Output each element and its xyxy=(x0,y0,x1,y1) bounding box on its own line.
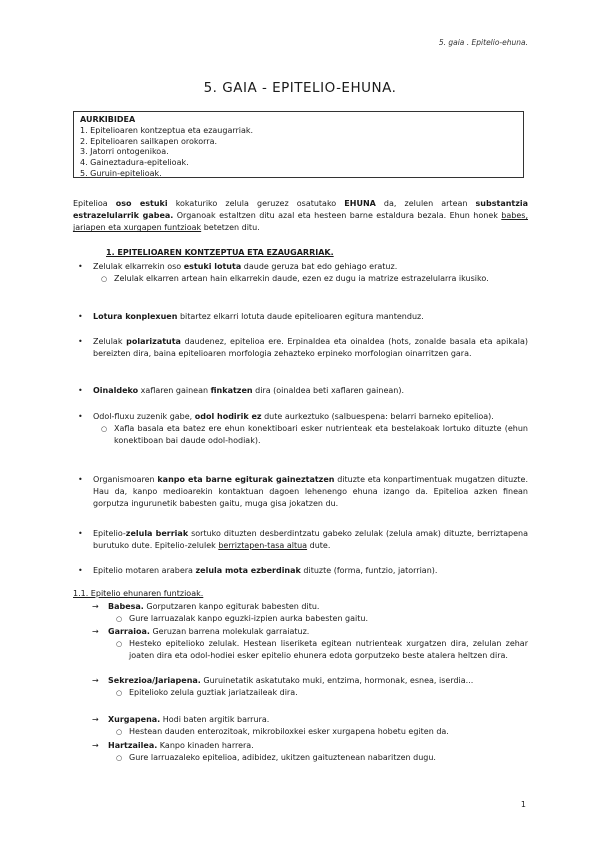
circle-bullet-icon: ○ xyxy=(101,275,108,283)
circle-bullet-icon: ○ xyxy=(116,754,123,762)
arrow-icon: → xyxy=(92,676,99,685)
table-of-contents xyxy=(73,111,524,178)
toc-item: 3. Jatorri ontogenikoa. xyxy=(80,147,169,157)
bullet-item: • Lotura konplexuen bitartez elkarri lotuta daude epitelioaren egitura mantenduz. xyxy=(78,312,424,321)
toc-item: 2. Epitelioaren sailkapen orokorra. xyxy=(80,136,218,146)
circle-bullet-icon: ○ xyxy=(116,615,123,623)
running-header: 5. gaia . Epitelio-ehuna. xyxy=(438,38,528,47)
bullet-item: • Zelulak elkarrekin oso estuki lotuta daude geruza bat edo gehiago eratuz. ○ Zelulak elkarren artean hain elkarrekin daude, ezen ez dugu ia matrize estrazelularra ikusiko. xyxy=(78,262,489,283)
intro-paragraph: Epitelioa oso estuki kokaturiko zelula geruzez osatutako EHUNA da, zelulen artean substantzia estrazelularrik gabea. Organoak estaltzen ditu azal eta hesteen barne estaldura bezala. Ehun honek babes, jariapen eta xurgapen funtzioak betetzen ditu. xyxy=(73,199,529,233)
circle-bullet-icon: ○ xyxy=(101,425,108,433)
bullet-icon: • xyxy=(78,529,83,538)
function-item: → Babesa. Gorputzaren kanpo egiturak babesten ditu. ○ Gure larruazalak kanpo eguzki-izpien aurka babesten gaitu. xyxy=(92,602,369,623)
bullet-icon: • xyxy=(78,386,83,395)
bullet-icon: • xyxy=(78,337,83,346)
function-item: → Xurgapena. Hodi baten argitik barrura. ○ Hestean dauden enterozitoak, mikrobiloxkei esker xurgapena hobetu egiten da. xyxy=(92,715,449,736)
function-item: → Garraioa. Geruzan barrena molekulak garraiatuz. ○ Hesteko epitelioko zelulak. Hestean liseriketa egitean nutrienteak xurgatzen dira, zelulan zehar joaten dira eta odol-hodiei esker epitelio ehunera edota gorputzeko beste atalera heltzen dira. xyxy=(92,627,528,660)
bullet-icon: • xyxy=(78,312,83,321)
bullet-icon: • xyxy=(78,475,83,484)
arrow-icon: → xyxy=(92,741,99,750)
circle-bullet-icon: ○ xyxy=(116,728,123,736)
page-title: 5. GAIA - EPITELIO-EHUNA. xyxy=(203,80,397,96)
section-heading: 1. EPITELIOAREN KONTZEPTUA ETA EZAUGARRIAK. xyxy=(106,248,334,257)
arrow-icon: → xyxy=(92,602,99,611)
toc-item: 1. Epitelioaren kontzeptua eta ezaugarriak. xyxy=(80,125,254,135)
bullet-item: • Epitelio-zelula berriak sortuko dituzten desberdintzatu gabeko zelulak (zelula amak) dituzte, berriztapena burutuko dute. Epitelio-zelulek berriztapen-tasa altua dute. xyxy=(78,529,528,550)
bullet-item: • Zelulak polarizatuta daudenez, epitelioa ere. Erpinaldea eta oinaldea (hots, zonalde basala eta apikala) bereizten dira, baina epitelioaren morfologia zehazteko erpineko morfologian oinarritzen gara. xyxy=(78,337,529,358)
bullet-item: • Epitelio motaren arabera zelula mota ezberdinak dituzte (forma, funtzio, jatorrian). xyxy=(78,566,438,575)
bullet-item: • Oinaldeko xaflaren gainean finkatzen dira (oinaldea beti xaflaren gainean). xyxy=(78,386,404,395)
subsection-heading: 1.1. Epitelio ehunaren funtzioak. xyxy=(73,589,204,598)
circle-bullet-icon: ○ xyxy=(116,689,123,697)
function-item: → Hartzailea. Kanpo kinaden harrera. ○ Gure larruazaleko epitelioa, adibidez, ukitzen gaituztenean nabaritzen dugu. xyxy=(92,741,436,762)
page-number: 1 xyxy=(520,800,526,809)
arrow-icon: → xyxy=(92,715,99,724)
function-item: → Sekrezioa/Jariapena. Guruinetatik askatutako muki, entzima, hormonak, esnea, iserdia... ○ Epitelioko zelula guztiak jariatzaileak dira. xyxy=(92,676,474,697)
toc-item: 5. Guruin-epitelioak. xyxy=(80,168,162,178)
arrow-icon: → xyxy=(92,627,99,636)
circle-bullet-icon: ○ xyxy=(116,640,123,648)
bullet-icon: • xyxy=(78,412,83,421)
toc-heading: AURKIBIDEA xyxy=(80,115,136,124)
toc-item: 4. Gaineztadura-epitelioak. xyxy=(80,158,189,168)
bullet-icon: • xyxy=(78,262,83,271)
bullet-item: • Organismoaren kanpo eta barne egiturak gaineztatzen dituzte eta konpartimentuak mugatzen dituzte. Hau da, kanpo medioarekin kontaktuan dagoen lehenengo ehuna izango da. Epitelioa azken finean gorputza ingurunetik babesten gaitu, muga gisa jokatzen du. xyxy=(78,475,529,508)
bullet-icon: • xyxy=(78,566,83,575)
bullet-item: • Odol-fluxu zuzenik gabe, odol hodirik ez dute aurkeztuko (salbuespena: belarri barneko epitelioa). ○ Xafla basala eta batez ere ehun konektiboari esker nutrienteak eta bestelakoak lortuko dituzte (ehun konektiboan bai daude odol-hodiak). xyxy=(78,412,528,445)
